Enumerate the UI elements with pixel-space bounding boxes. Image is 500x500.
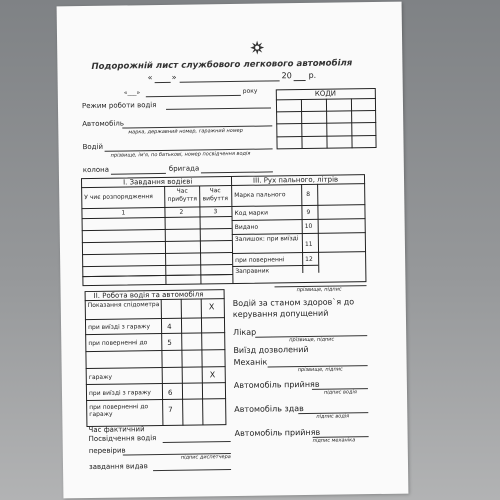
table1-num2: 2 [179, 208, 184, 216]
driver-caption: прізвище, ім'я, по батькові, номер посвідчення водія [110, 150, 251, 159]
table3-row-rest-out: Залишок: при виїзді [234, 235, 299, 243]
brigade-field[interactable] [201, 171, 273, 173]
table2-val-4: 4 [167, 322, 172, 331]
actual-time-label: Час фактичний [88, 425, 145, 435]
doctor-caption: прізвище, підпис [289, 336, 335, 344]
date-quote-open: « [147, 73, 153, 83]
table3-num-10: 10 [304, 222, 313, 230]
accepted-caption: підпис водія [323, 389, 357, 396]
month-field[interactable] [180, 80, 280, 82]
table3-row-code: Код марки [234, 209, 269, 217]
brigade-label: бригада [168, 164, 200, 173]
fueler-caption: прізвище, підпис [296, 286, 342, 294]
certificate-field[interactable] [163, 441, 231, 443]
table3-num-11: 11 [304, 240, 313, 248]
issued-label: завдання видав [88, 462, 148, 472]
work-mode-label: Режим роботи водія [81, 101, 157, 111]
table2-val-x2: X [209, 370, 216, 380]
car-accepted-label: Автомобіль прийняв [233, 379, 320, 390]
certificate-label: Посвідчення водія [88, 434, 157, 444]
issued-field[interactable] [153, 469, 231, 471]
date-quotes-small: «___» [123, 89, 141, 97]
table2-row-return1: при поверненні до [88, 339, 148, 348]
table1-num3: 3 [213, 208, 218, 216]
handed-caption: підпис водія [316, 413, 350, 420]
column-label: колона [82, 165, 110, 175]
car-handed-label: Автомобіль здав [234, 404, 304, 414]
table3-row-rest-return: при поверненні [235, 256, 285, 264]
health-statement: Водій за станом здоров`я до керування допущений [232, 297, 355, 320]
table3-title: III. Рух пального, літрів [252, 175, 339, 185]
car-label: Автомобіль [82, 119, 124, 129]
table2-row-speedometer: Показання спідометра [87, 301, 160, 310]
waybill-sheet [57, 2, 409, 499]
table1-col2: Час прибуття [167, 187, 198, 203]
date-quote-close: » [171, 72, 177, 82]
table2-val-5: 5 [167, 338, 172, 347]
checked-label: перевірив [88, 446, 126, 456]
work-mode-field[interactable] [166, 107, 271, 109]
table2-row-garage: гаражу [88, 373, 113, 382]
year-suffix: р. [308, 70, 317, 80]
car-accepted2-label: Автомобіль прийняв [234, 427, 321, 438]
month-field-2[interactable] [146, 95, 241, 97]
form-title: Подорожній лист службового легкового автомобіля [91, 58, 353, 72]
departure-allowed-label: Виїзд дозволений [233, 344, 309, 355]
table3-num-8: 8 [306, 190, 311, 198]
dispatcher-caption: підпис диспетчера [180, 454, 231, 461]
year-word: року [242, 87, 258, 95]
accepted2-caption: підпис механіка [312, 437, 356, 444]
table2-val-7: 7 [168, 405, 173, 414]
table2-row-out2: при виїзді з гаражу [88, 389, 151, 398]
table2-row-out1: при виїзді з гаражу [88, 323, 151, 332]
table1-title: I. Завдання водієві [122, 177, 193, 187]
mechanic-label: Механік [233, 357, 268, 367]
emblem-icon [250, 40, 264, 54]
column-field[interactable] [111, 173, 166, 175]
fueler-label: Заправник [235, 267, 270, 275]
year-field[interactable] [294, 80, 306, 81]
day-field[interactable] [155, 82, 171, 83]
table2-val-6: 6 [167, 388, 173, 397]
table1-col1: У чиє розпорядження [84, 193, 153, 202]
table2-val-x1: X [208, 302, 215, 312]
codes-label: КОДИ [314, 89, 337, 98]
table2-row-return2: при поверненні до гаражу [89, 403, 149, 419]
table3-row-issued: Видано [234, 223, 259, 231]
driver-label: Водій [82, 142, 104, 152]
table3-row-fuel-brand: Марка пального [234, 191, 286, 199]
table1-col3: Час вибуття [202, 187, 228, 203]
table2-title: II. Робота водія та автомобіля [93, 290, 204, 300]
doctor-label: Лікар [233, 327, 257, 337]
table3-num-12: 12 [305, 255, 313, 263]
car-caption: марка, державний номер, гаражний номер [128, 127, 243, 136]
mechanic-caption: прізвище, підпис [297, 366, 343, 374]
table3-num-9: 9 [306, 208, 311, 216]
table1-num1: 1 [121, 209, 126, 217]
year-prefix: 20 [281, 71, 292, 81]
